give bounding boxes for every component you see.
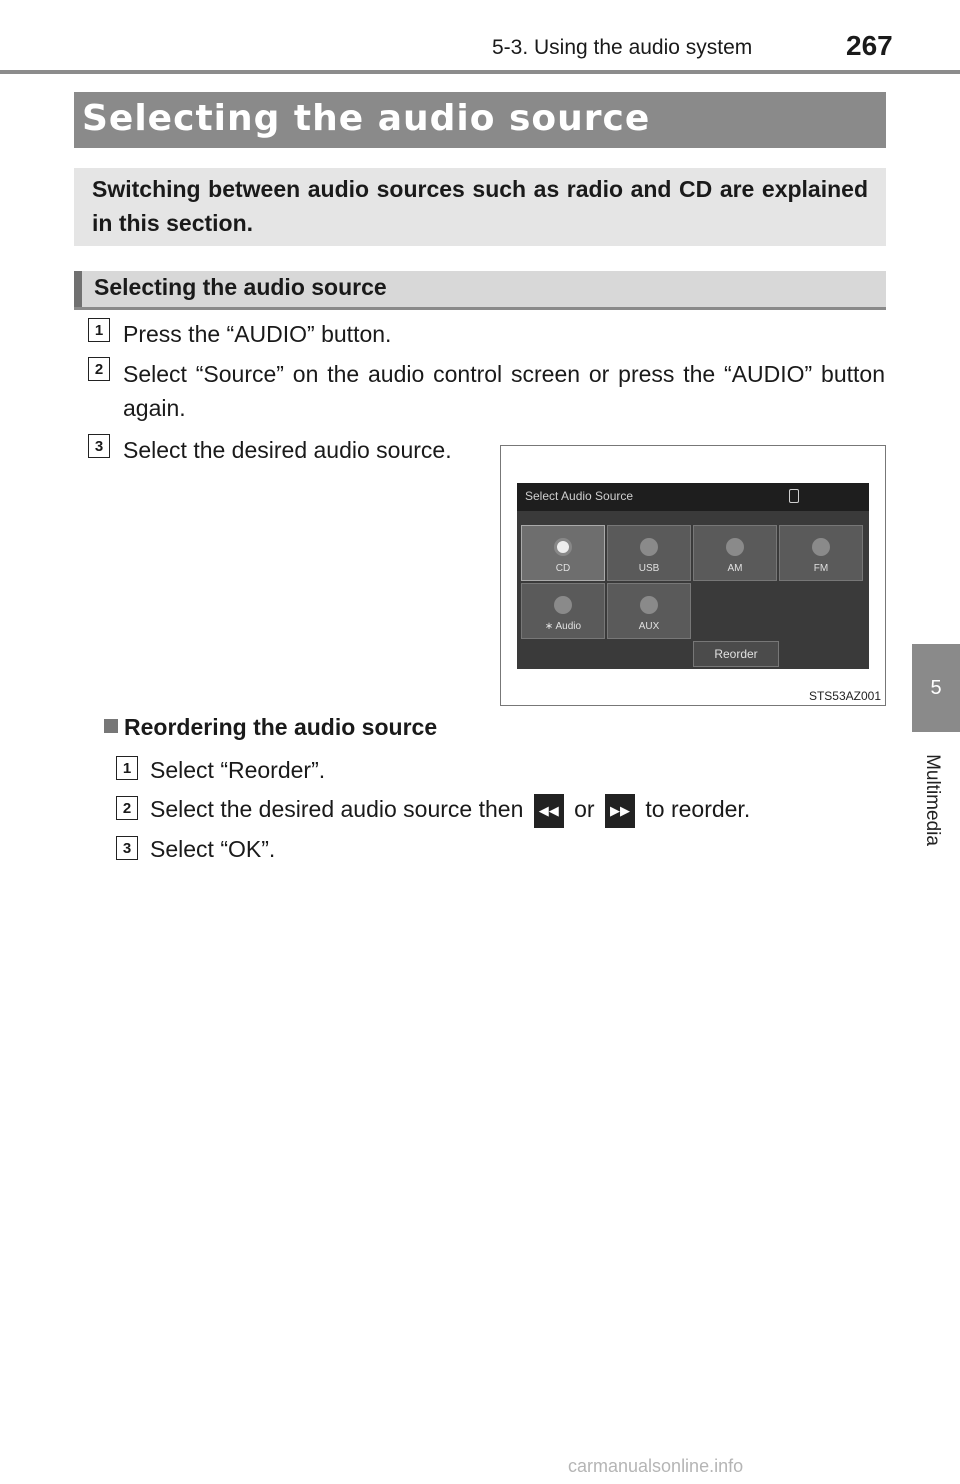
screen-illustration bbox=[500, 445, 886, 706]
step-number: 3 bbox=[116, 836, 138, 860]
step-text-mid: or bbox=[574, 796, 595, 822]
step-text: Select “Source” on the audio control screen or press the “AUDIO” button again. bbox=[123, 361, 885, 421]
page-title-banner bbox=[74, 92, 886, 148]
watermark: carmanualsonline.info bbox=[568, 1456, 744, 1476]
tile-label-text: Audio bbox=[555, 621, 582, 632]
source-tile-cd[interactable] bbox=[521, 525, 605, 581]
page-title: Selecting the audio source bbox=[82, 98, 651, 139]
disc-icon bbox=[554, 538, 572, 556]
step-number: 1 bbox=[116, 756, 138, 780]
antenna-icon bbox=[812, 538, 830, 556]
section-title: 5-3. Using the audio system bbox=[492, 36, 753, 59]
chapter-number: 5 bbox=[930, 676, 942, 699]
chapter-tab bbox=[912, 644, 960, 732]
square-bullet-icon bbox=[104, 719, 118, 733]
reorder-button[interactable]: Reorder bbox=[693, 641, 779, 667]
step-text: Select “Reorder”. bbox=[150, 757, 326, 783]
tile-label bbox=[522, 621, 604, 632]
step-text-after: to reorder. bbox=[645, 796, 751, 822]
step-number: 1 bbox=[88, 318, 110, 342]
subheading-bar bbox=[74, 271, 886, 310]
tile-label: FM bbox=[813, 563, 829, 574]
step-text: Select “OK”. bbox=[150, 836, 276, 862]
fast-forward-icon: ▶▶ bbox=[605, 794, 635, 828]
step-text: Press the “AUDIO” button. bbox=[123, 321, 392, 347]
audio-source-screen bbox=[517, 483, 869, 669]
rewind-icon: ◀◀ bbox=[534, 794, 564, 828]
antenna-icon bbox=[726, 538, 744, 556]
header-rule bbox=[0, 70, 960, 74]
image-code: STS53AZ001 bbox=[808, 689, 881, 703]
page-number: 267 bbox=[846, 30, 893, 61]
chapter-label bbox=[922, 745, 942, 855]
source-tile-bt-audio[interactable] bbox=[521, 583, 605, 639]
subheading-text: Selecting the audio source bbox=[94, 274, 387, 300]
source-tile-usb[interactable] bbox=[607, 525, 691, 581]
screen-title: Select Audio Source bbox=[525, 489, 634, 503]
step-number: 2 bbox=[88, 357, 110, 381]
intro-box bbox=[74, 168, 886, 246]
bluetooth-symbol: ∗ bbox=[544, 621, 554, 632]
source-tile-fm[interactable] bbox=[779, 525, 863, 581]
chapter-label-text: Multimedia bbox=[922, 754, 943, 846]
bluetooth-icon bbox=[554, 596, 572, 614]
usb-icon bbox=[640, 538, 658, 556]
step-number: 3 bbox=[88, 434, 110, 458]
subheading-accent bbox=[74, 271, 82, 307]
tile-label: AM bbox=[727, 563, 743, 574]
screen-header bbox=[517, 483, 869, 511]
step-text bbox=[150, 792, 750, 828]
source-tile-am[interactable] bbox=[693, 525, 777, 581]
tile-label: USB bbox=[638, 563, 660, 574]
step-text: Select the desired audio source. bbox=[123, 437, 452, 463]
source-tile-aux[interactable] bbox=[607, 583, 691, 639]
reorder-heading-text: Reordering the audio source bbox=[124, 714, 438, 740]
step-number: 2 bbox=[116, 796, 138, 820]
cable-icon bbox=[640, 596, 658, 614]
intro-text: Switching between audio sources such as radio and CD are explained in this section. bbox=[92, 176, 868, 236]
phone-icon bbox=[789, 489, 799, 503]
tile-label: AUX bbox=[638, 621, 660, 632]
reorder-heading bbox=[104, 714, 437, 741]
step-text-before: Select the desired audio source then bbox=[150, 796, 524, 822]
tile-label: CD bbox=[555, 563, 571, 574]
